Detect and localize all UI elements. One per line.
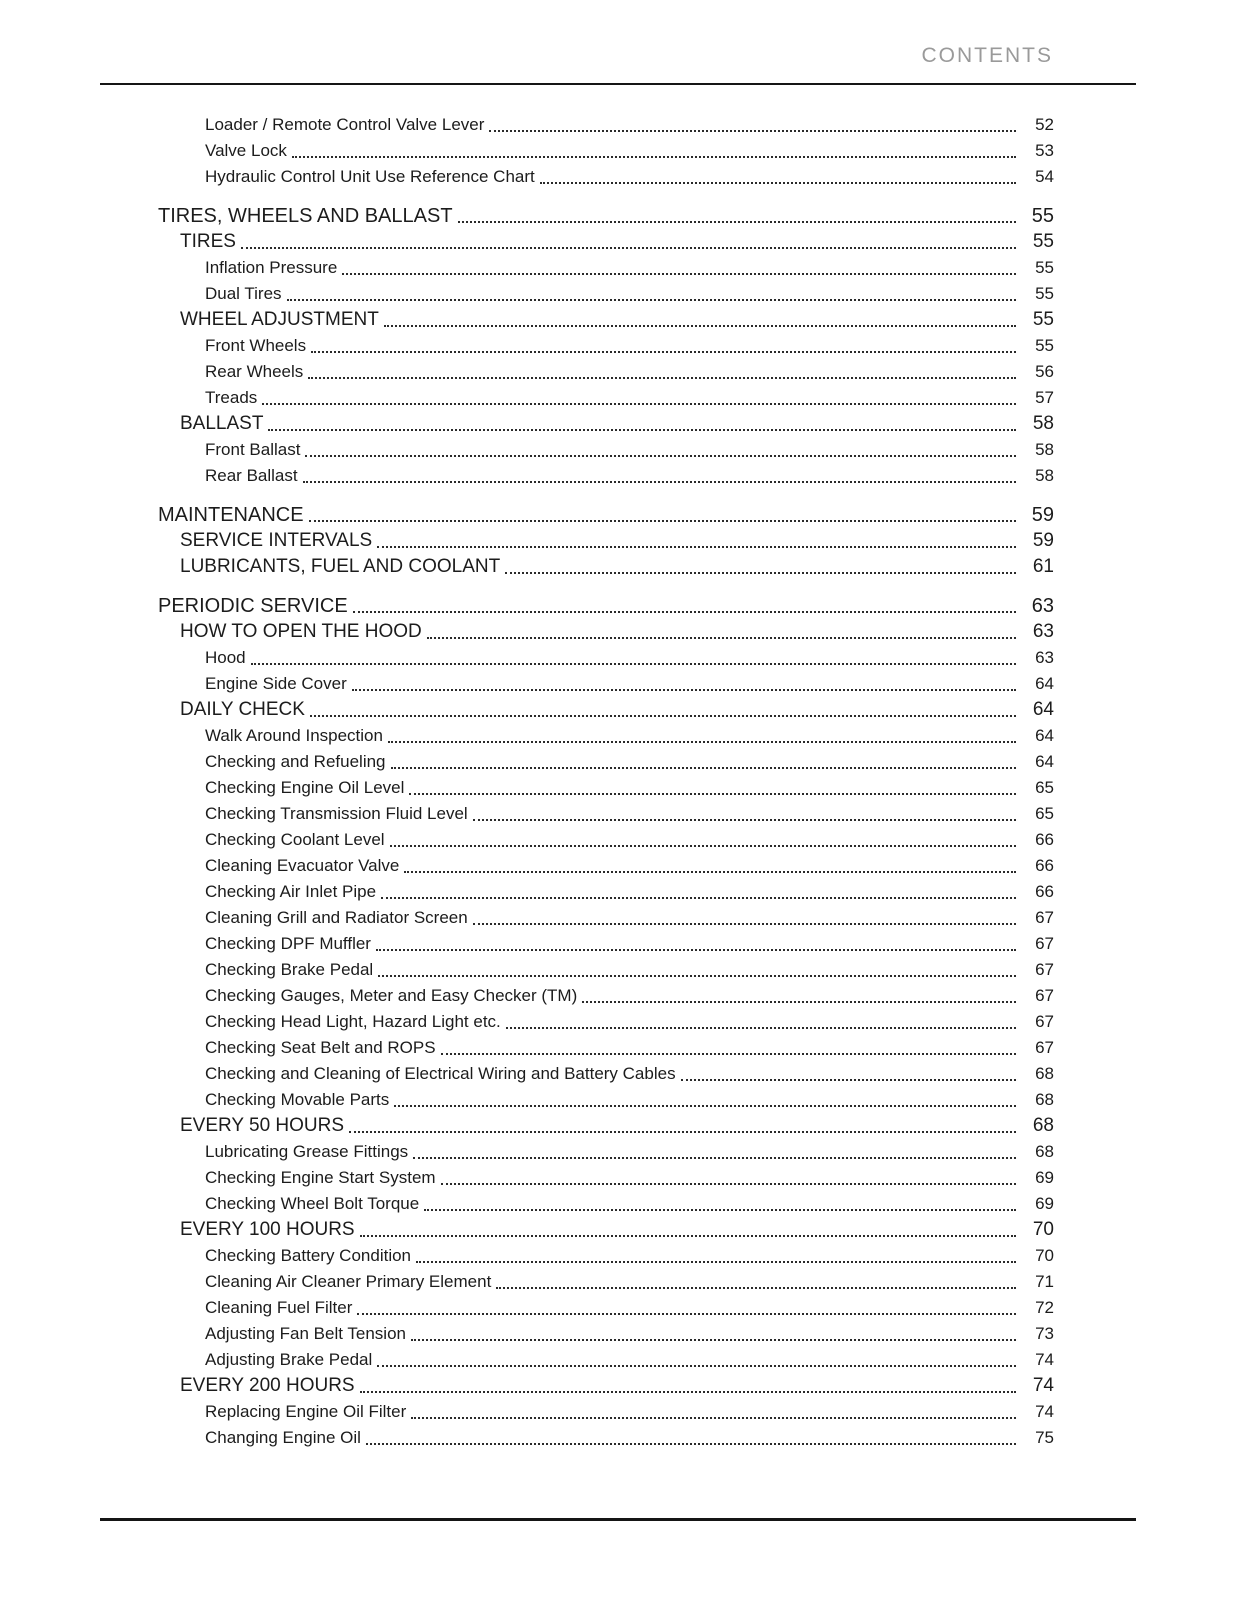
toc-entry-page: 67 — [1035, 1012, 1054, 1031]
dot-leader — [342, 273, 1016, 275]
toc-row — [158, 1035, 1054, 1061]
toc-row — [158, 1373, 1054, 1399]
toc-entry-label: Cleaning Fuel Filter — [205, 1298, 353, 1317]
toc-list — [158, 112, 1054, 1451]
toc-entry-label: Dual Tires — [205, 284, 282, 303]
toc-row — [158, 723, 1054, 749]
toc-entry-page: 74 — [1035, 1350, 1054, 1369]
toc-entry-page: 67 — [1035, 986, 1054, 1005]
toc-entry-label: MAINTENANCE — [158, 504, 304, 526]
toc-row — [158, 463, 1054, 489]
toc-entry-label: Checking Transmission Fluid Level — [205, 804, 468, 823]
dot-leader — [311, 351, 1016, 353]
toc-entry-page: 66 — [1035, 856, 1054, 875]
toc-row — [158, 593, 1054, 619]
dot-leader — [506, 1027, 1016, 1029]
dot-leader — [377, 1365, 1016, 1367]
toc-row — [158, 1139, 1054, 1165]
toc-row — [158, 229, 1054, 255]
toc-entry-label: Changing Engine Oil — [205, 1428, 361, 1447]
toc-row — [158, 203, 1054, 229]
toc-entry-label: Replacing Engine Oil Filter — [205, 1402, 407, 1421]
toc-entry-page: 55 — [1032, 231, 1054, 252]
toc-row — [158, 1269, 1054, 1295]
toc-entry-label: Treads — [205, 388, 258, 407]
toc-entry-label: BALLAST — [180, 413, 264, 434]
toc-entry-label: Checking DPF Muffler — [205, 934, 371, 953]
dot-leader — [384, 325, 1016, 327]
toc-entry-label: Checking Engine Start System — [205, 1168, 436, 1187]
dot-leader — [377, 546, 1016, 548]
toc-entry-label: DAILY CHECK — [180, 699, 305, 720]
toc-entry-label: Rear Ballast — [205, 466, 298, 485]
toc-entry-label: Hydraulic Control Unit Use Reference Chart — [205, 167, 535, 186]
toc-entry-page: 65 — [1035, 804, 1054, 823]
toc-row — [158, 502, 1054, 528]
toc-entry-label: Lubricating Grease Fittings — [205, 1142, 409, 1161]
toc-entry-page: 71 — [1035, 1272, 1054, 1291]
toc-entry-page: 70 — [1035, 1246, 1054, 1265]
toc-entry-page: 74 — [1035, 1402, 1054, 1421]
dot-leader — [411, 1339, 1016, 1341]
toc-entry-label: EVERY 50 HOURS — [180, 1115, 345, 1136]
toc-row — [158, 775, 1054, 801]
toc-row — [158, 1217, 1054, 1243]
dot-leader — [391, 767, 1016, 769]
toc-entry-label: Checking Gauges, Meter and Easy Checker (TM) — [205, 986, 578, 1005]
toc-entry-page: 58 — [1035, 466, 1054, 485]
toc-entry-page: 55 — [1035, 284, 1054, 303]
toc-entry-page: 66 — [1035, 830, 1054, 849]
toc-row — [158, 112, 1054, 138]
dot-leader — [376, 949, 1016, 951]
toc-entry-page: 59 — [1032, 530, 1054, 551]
toc-entry-label: HOW TO OPEN THE HOOD — [180, 621, 422, 642]
toc-entry-page: 68 — [1032, 1115, 1054, 1136]
toc-entry-page: 73 — [1035, 1324, 1054, 1343]
dot-leader — [292, 156, 1016, 158]
dot-leader — [394, 1105, 1016, 1107]
toc-entry-label: Cleaning Air Cleaner Primary Element — [205, 1272, 492, 1291]
toc-entry-label: Checking Seat Belt and ROPS — [205, 1038, 436, 1057]
toc-entry-label: Checking Battery Condition — [205, 1246, 412, 1265]
dot-leader — [582, 1001, 1016, 1003]
toc-entry-label: Checking Brake Pedal — [205, 960, 374, 979]
toc-row — [158, 645, 1054, 671]
toc-row — [158, 905, 1054, 931]
page-header-title: CONTENTS — [921, 44, 1053, 67]
dot-leader — [378, 975, 1016, 977]
toc-entry-page: 64 — [1032, 699, 1054, 720]
toc-entry-label: Rear Wheels — [205, 362, 304, 381]
toc-entry-page: 55 — [1035, 336, 1054, 355]
toc-entry-label: Valve Lock — [205, 141, 287, 160]
toc-entry-page: 52 — [1035, 115, 1054, 134]
toc-row — [158, 801, 1054, 827]
dot-leader — [303, 481, 1016, 483]
dot-leader — [473, 923, 1016, 925]
dot-leader — [424, 1209, 1016, 1211]
dot-leader — [441, 1183, 1016, 1185]
toc-row — [158, 359, 1054, 385]
toc-row — [158, 1087, 1054, 1113]
dot-leader — [388, 741, 1016, 743]
dot-leader — [309, 520, 1016, 522]
toc-entry-label: EVERY 200 HOURS — [180, 1375, 355, 1396]
toc-entry-page: 63 — [1035, 648, 1054, 667]
toc-row — [158, 307, 1054, 333]
toc-entry-label: Cleaning Grill and Radiator Screen — [205, 908, 468, 927]
toc-row — [158, 281, 1054, 307]
toc-row — [158, 1113, 1054, 1139]
toc-row — [158, 1191, 1054, 1217]
toc-entry-label: Loader / Remote Control Valve Lever — [205, 115, 485, 134]
toc-row — [158, 1295, 1054, 1321]
toc-entry-label: WHEEL ADJUSTMENT — [180, 309, 379, 330]
dot-leader — [310, 715, 1016, 717]
dot-leader — [489, 130, 1016, 132]
toc-row — [158, 1347, 1054, 1373]
dot-leader — [409, 793, 1016, 795]
toc-entry-label: Checking Head Light, Hazard Light etc. — [205, 1012, 501, 1031]
toc-entry-page: 68 — [1035, 1142, 1054, 1161]
toc-entry-page: 69 — [1035, 1168, 1054, 1187]
toc-entry-label: TIRES — [180, 231, 236, 252]
toc-entry-label: Walk Around Inspection — [205, 726, 383, 745]
toc-entry-label: EVERY 100 HOURS — [180, 1219, 355, 1240]
header-rule — [100, 83, 1136, 85]
toc-entry-label: SERVICE INTERVALS — [180, 530, 373, 551]
toc-entry-label: Checking Engine Oil Level — [205, 778, 405, 797]
dot-leader — [268, 429, 1016, 431]
toc-entry-label: Checking and Cleaning of Electrical Wiring and Battery Cables — [205, 1064, 676, 1083]
dot-leader — [366, 1443, 1016, 1445]
toc-row — [158, 853, 1054, 879]
toc-row — [158, 1321, 1054, 1347]
toc-row — [158, 333, 1054, 359]
toc-entry-page: 67 — [1035, 908, 1054, 927]
toc-entry-page: 65 — [1035, 778, 1054, 797]
dot-leader — [360, 1235, 1016, 1237]
toc-row — [158, 437, 1054, 463]
toc-row — [158, 983, 1054, 1009]
dot-leader — [681, 1079, 1016, 1081]
dot-leader — [416, 1261, 1016, 1263]
toc-row — [158, 1009, 1054, 1035]
dot-leader — [458, 221, 1016, 223]
toc-entry-page: 63 — [1032, 621, 1054, 642]
toc-row — [158, 827, 1054, 853]
toc-row — [158, 879, 1054, 905]
toc-entry-page: 63 — [1031, 595, 1054, 617]
toc-row — [158, 1243, 1054, 1269]
toc-entry-page: 54 — [1035, 167, 1054, 186]
toc-entry-label: Adjusting Fan Belt Tension — [205, 1324, 406, 1343]
toc-entry-label: Front Ballast — [205, 440, 301, 459]
toc-row — [158, 1061, 1054, 1087]
toc-entry-page: 67 — [1035, 934, 1054, 953]
toc-entry-page: 58 — [1032, 413, 1054, 434]
toc-row — [158, 385, 1054, 411]
toc-entry-page: 53 — [1035, 141, 1054, 160]
toc-entry-page: 67 — [1035, 960, 1054, 979]
toc-entry-page: 68 — [1035, 1090, 1054, 1109]
toc-entry-page: 64 — [1035, 752, 1054, 771]
dot-leader — [404, 871, 1016, 873]
dot-leader — [308, 377, 1016, 379]
toc-entry-label: Adjusting Brake Pedal — [205, 1350, 373, 1369]
dot-leader — [473, 819, 1016, 821]
toc-entry-page: 61 — [1032, 556, 1054, 577]
toc-entry-label: TIRES, WHEELS AND BALLAST — [158, 205, 453, 227]
dot-leader — [360, 1391, 1016, 1393]
toc-entry-page: 72 — [1035, 1298, 1054, 1317]
toc-entry-label: LUBRICANTS, FUEL AND COOLANT — [180, 556, 501, 577]
toc-entry-label: Checking Movable Parts — [205, 1090, 390, 1109]
dot-leader — [390, 845, 1016, 847]
toc-entry-page: 67 — [1035, 1038, 1054, 1057]
toc-row — [158, 255, 1054, 281]
dot-leader — [496, 1287, 1016, 1289]
toc-entry-label: Checking Air Inlet Pipe — [205, 882, 377, 901]
toc-entry-page: 57 — [1035, 388, 1054, 407]
dot-leader — [287, 299, 1016, 301]
toc-entry-label: Hood — [205, 648, 246, 667]
toc-entry-label: Checking Wheel Bolt Torque — [205, 1194, 420, 1213]
dot-leader — [262, 403, 1016, 405]
toc-entry-label: Front Wheels — [205, 336, 307, 355]
dot-leader — [349, 1131, 1016, 1133]
toc-entry-page: 66 — [1035, 882, 1054, 901]
toc-entry-page: 55 — [1032, 309, 1054, 330]
toc-row — [158, 619, 1054, 645]
dot-leader — [441, 1053, 1016, 1055]
dot-leader — [411, 1417, 1016, 1419]
footer-rule — [100, 1518, 1136, 1521]
toc-entry-label: PERIODIC SERVICE — [158, 595, 348, 617]
dot-leader — [413, 1157, 1016, 1159]
toc-entry-page: 74 — [1032, 1375, 1054, 1396]
toc-row — [158, 164, 1054, 190]
dot-leader — [241, 247, 1016, 249]
toc-entry-page: 64 — [1035, 726, 1054, 745]
toc-entry-page: 75 — [1035, 1428, 1054, 1447]
toc-entry-page: 69 — [1035, 1194, 1054, 1213]
dot-leader — [352, 689, 1016, 691]
toc-entry-label: Cleaning Evacuator Valve — [205, 856, 400, 875]
toc-row — [158, 1399, 1054, 1425]
toc-entry-page: 55 — [1031, 205, 1054, 227]
toc-entry-label: Engine Side Cover — [205, 674, 347, 693]
dot-leader — [381, 897, 1016, 899]
toc-row — [158, 749, 1054, 775]
dot-leader — [540, 182, 1016, 184]
toc-row — [158, 138, 1054, 164]
dot-leader — [305, 455, 1016, 457]
toc-row — [158, 957, 1054, 983]
toc-entry-label: Inflation Pressure — [205, 258, 338, 277]
toc-row — [158, 528, 1054, 554]
toc-entry-page: 59 — [1031, 504, 1054, 526]
dot-leader — [251, 663, 1016, 665]
toc-entry-label: Checking and Refueling — [205, 752, 386, 771]
toc-row — [158, 1425, 1054, 1451]
dot-leader — [505, 572, 1016, 574]
dot-leader — [353, 611, 1016, 613]
toc-entry-page: 70 — [1032, 1219, 1054, 1240]
toc-entry-page: 64 — [1035, 674, 1054, 693]
toc-entry-page: 56 — [1035, 362, 1054, 381]
toc-entry-page: 68 — [1035, 1064, 1054, 1083]
toc-row — [158, 1165, 1054, 1191]
toc-entry-page: 55 — [1035, 258, 1054, 277]
toc-row — [158, 697, 1054, 723]
dot-leader — [357, 1313, 1016, 1315]
toc-entry-page: 58 — [1035, 440, 1054, 459]
toc-row — [158, 671, 1054, 697]
toc-entry-label: Checking Coolant Level — [205, 830, 385, 849]
dot-leader — [427, 637, 1016, 639]
toc-row — [158, 554, 1054, 580]
toc-row — [158, 411, 1054, 437]
toc-row — [158, 931, 1054, 957]
